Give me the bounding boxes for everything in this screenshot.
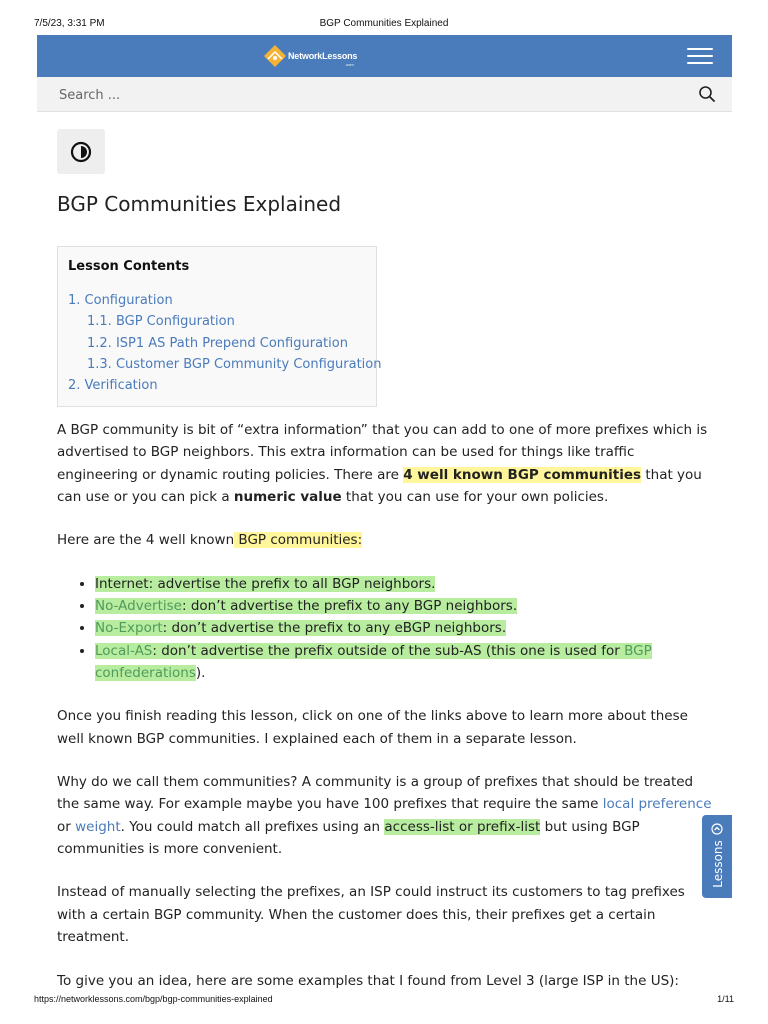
highlight-well-known: 4 well known BGP communities <box>403 466 642 483</box>
print-page-number: 1/11 <box>717 994 734 1004</box>
link-local-preference[interactable]: local preference <box>602 796 712 813</box>
intro-paragraph: A BGP community is bit of “extra information” that you can add to one of more prefixes which is advertised to BGP neighbors. This extra information can be used for things like traffic engineering or dynamic routing policies. There are 4 well known BGP communities that you can use or you can pick a numeric value that you can use for your own policies. <box>57 422 708 506</box>
site-logo[interactable] <box>263 44 363 68</box>
lessons-tab-label: Lessons <box>711 840 725 888</box>
highlight-access-list: access-list or prefix-list <box>384 818 541 835</box>
logo-subtext: .com <box>345 62 354 67</box>
paragraph-isp-tagging: Instead of manually selecting the prefixes, an ISP could instruct its customers to tag prefixes with a certain BGP community. When the customer does this, their prefixes get a certain treatment. <box>57 884 685 946</box>
site-header <box>37 35 732 77</box>
link-no-export[interactable]: No-Export <box>95 620 163 637</box>
logo-text: NetworkLessons <box>288 51 358 61</box>
paragraph-finish-reading: Once you finish reading this lesson, click on one of the links above to learn more about these well known BGP communities. I explained each of them in a separate lesson. <box>57 708 688 747</box>
toc-item-verification[interactable]: 2. Verification <box>68 378 158 393</box>
link-no-advertise[interactable]: No-Advertise <box>95 598 182 615</box>
print-url: https://networklessons.com/bgp/bgp-communities-explained <box>34 994 273 1004</box>
highlight-bgp-communities: BGP communities: <box>234 532 363 549</box>
list-item: • Local-AS: don’t advertise the prefix outside of the sub-AS (this one is used for BGP confederations). <box>95 640 717 685</box>
well-known-intro: Here are the 4 well known BGP communities: <box>57 532 363 549</box>
toc-item-bgp-configuration[interactable]: 1.1. BGP Configuration <box>87 314 235 329</box>
bold-numeric-value: numeric value <box>233 489 342 506</box>
article-body <box>57 419 717 1013</box>
contrast-toggle-button[interactable] <box>57 129 105 174</box>
link-weight[interactable]: weight <box>75 818 121 835</box>
search-input[interactable] <box>57 83 661 107</box>
toc-title: Lesson Contents <box>68 259 190 274</box>
page-title: BGP Communities Explained <box>57 192 342 216</box>
print-footer <box>0 992 768 1012</box>
toc-item-configuration[interactable]: 1. Configuration <box>68 293 173 308</box>
community-list <box>57 573 717 685</box>
print-doc-title: BGP Communities Explained <box>319 18 449 29</box>
toc-item-customer-community[interactable]: 1.3. Customer BGP Community Configuration <box>87 357 382 372</box>
logo-mark-icon <box>263 44 287 68</box>
list-item: • No-Export: don’t advertise the prefix to any eBGP neighbors. <box>95 617 717 639</box>
paragraph-why-communities: Why do we call them communities? A community is a group of prefixes that should be treated the same way. For example maybe you have 100 prefixes that require the same local preference or weight. You could match all prefixes using an access-list or prefix-list but using BGP communities is more convenient. <box>57 774 712 858</box>
lesson-contents <box>57 246 382 407</box>
link-bgp-confederations[interactable]: BGP confederations <box>95 642 652 682</box>
search-bar <box>37 77 732 112</box>
list-item: • No-Advertise: don’t advertise the prefix to any BGP neighbors. <box>95 595 717 617</box>
paragraph-level3-examples: To give you an idea, here are some examples that I found from Level 3 (large ISP in the US): <box>57 972 679 989</box>
lessons-tab-button[interactable] <box>702 815 732 898</box>
link-local-as[interactable]: Local-AS <box>95 642 153 659</box>
list-item: • Internet: advertise the prefix to all BGP neighbors. <box>95 573 717 595</box>
search-icon[interactable] <box>698 85 716 103</box>
hamburger-menu-icon[interactable] <box>687 47 713 65</box>
print-datetime: 7/5/23, 3:31 PM <box>34 18 105 29</box>
toc-item-isp1-prepend[interactable]: 1.2. ISP1 AS Path Prepend Configuration <box>87 336 348 351</box>
contrast-icon <box>70 141 92 163</box>
print-header <box>0 0 768 34</box>
